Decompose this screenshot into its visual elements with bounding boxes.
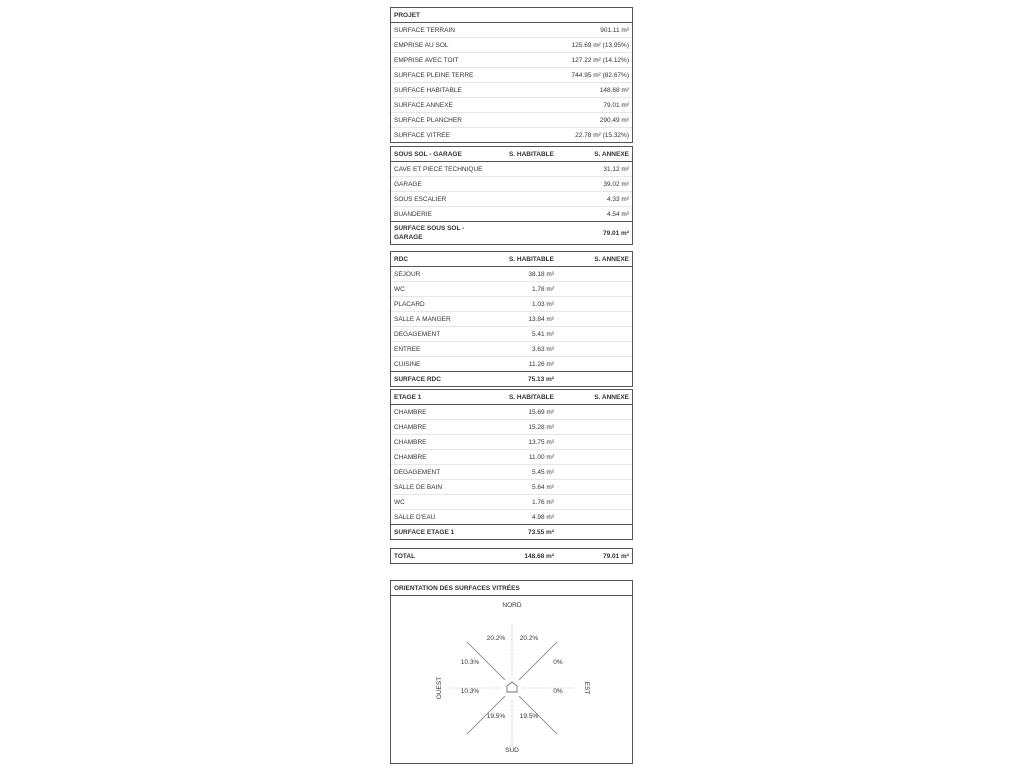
room-label: DÉGAGEMENT [394, 330, 441, 338]
row-value: 148.68 m² [599, 86, 629, 94]
room-row [391, 326, 632, 341]
room-habitable: 5.45 m² [531, 468, 554, 476]
pct-sse: 19.5% [519, 713, 539, 720]
room-habitable: 13.75 m² [528, 438, 554, 446]
projet-row [391, 23, 632, 37]
room-habitable: 11.26 m² [528, 360, 554, 368]
pct-ese: 0% [553, 688, 563, 695]
col-habitable: S. HABITABLE [508, 255, 554, 263]
etage1-total-row [391, 524, 632, 539]
room-label: WC [394, 285, 405, 293]
row-value: 127.22 m² (14.12%) [571, 56, 629, 64]
rdc-table [390, 251, 633, 387]
room-label: PLACARD [394, 300, 425, 308]
room-habitable: 5.41 m² [531, 330, 554, 338]
room-row [391, 356, 632, 371]
diagonal-ne [519, 642, 557, 680]
room-label: SALLE DE BAIN [394, 483, 443, 491]
sous-sol-title: SOUS SOL - GARAGE [394, 150, 462, 158]
room-row [391, 341, 632, 356]
label-est: EST [583, 681, 590, 695]
total-label: SURFACE SOUS SOL - GARAGE [394, 225, 465, 241]
room-label: CAVE ET PIÈCE TECHNIQUE [394, 165, 483, 173]
room-habitable: 1.78 m² [531, 285, 554, 293]
pct-ssw: 19.5% [486, 713, 506, 720]
room-label: CUISINE [394, 360, 421, 368]
sous-sol-header [391, 147, 632, 162]
col-annexe: S. ANNEXE [594, 255, 629, 263]
row-value: 290.49 m² [599, 116, 629, 124]
row-label: SURFACE HABITABLE [394, 86, 462, 94]
total-table [390, 548, 633, 564]
projet-table [390, 7, 633, 143]
orientation-title: ORIENTATION DES SURFACES VITRÉES [394, 584, 520, 592]
etage1-title: ÉTAGE 1 [394, 393, 422, 401]
room-label: WC [394, 498, 405, 506]
row-value: 744.95 m² (82.67%) [571, 71, 629, 79]
row-value: 901.11 m² [600, 26, 629, 34]
col-annexe: S. ANNEXE [594, 393, 629, 401]
row-label: EMPRISE AU SOL [394, 41, 449, 49]
projet-row [391, 97, 632, 112]
room-label: ENTRÉE [394, 345, 421, 353]
room-row [391, 176, 632, 191]
row-label: SURFACE VITRÉE [394, 131, 450, 139]
room-annexe: 4.33 m² [606, 195, 629, 203]
orientation-compass [391, 596, 632, 764]
projet-row [391, 112, 632, 127]
row-value: 79.01 m² [603, 101, 629, 109]
projet-row [391, 37, 632, 52]
row-value: 22.78 m² (15.32%) [575, 131, 629, 139]
sous-sol-total-row [391, 221, 632, 244]
room-row [391, 419, 632, 434]
room-habitable: 4.98 m² [531, 513, 554, 521]
col-habitable: S. HABITABLE [508, 393, 554, 401]
room-row [391, 405, 632, 419]
projet-row [391, 67, 632, 82]
projet-row [391, 127, 632, 142]
label-nord: NORD [502, 602, 522, 609]
room-row [391, 281, 632, 296]
room-row [391, 311, 632, 326]
room-label: SOUS ESCALIER [394, 195, 447, 203]
pct-nne: 20.2% [519, 635, 539, 642]
total-habitable: 75.13 m² [527, 375, 554, 383]
room-annexe: 31.12 m² [603, 165, 629, 173]
room-row [391, 479, 632, 494]
room-label: SALLE À MANGER [394, 315, 451, 323]
col-annexe: S. ANNEXE [594, 150, 629, 158]
room-label: CHAMBRE [394, 423, 427, 431]
room-label: CHAMBRE [394, 408, 427, 416]
pct-wsw: 10.3% [460, 688, 480, 695]
room-annexe: 39.02 m² [603, 180, 629, 188]
row-label: EMPRISE AVEC TOIT [394, 56, 459, 64]
room-label: BUANDERIE [394, 210, 432, 218]
rdc-header [391, 252, 632, 267]
room-habitable: 13.84 m² [528, 315, 554, 323]
room-row [391, 449, 632, 464]
house-icon [507, 682, 517, 692]
orientation-panel [390, 580, 633, 764]
room-row [391, 206, 632, 221]
room-habitable: 15.69 m² [528, 408, 554, 416]
total-habitable: 73.55 m² [527, 528, 554, 536]
room-label: GARAGE [394, 180, 422, 188]
total-label: SURFACE ÉTAGE 1 [394, 528, 455, 536]
room-row [391, 191, 632, 206]
room-habitable: 1.03 m² [531, 300, 554, 308]
grand-total-row [391, 549, 632, 563]
projet-row [391, 82, 632, 97]
label-sud: SUD [505, 747, 519, 754]
label-ouest: OUEST [436, 676, 443, 700]
room-row [391, 494, 632, 509]
room-row [391, 434, 632, 449]
pct-nnw: 20.2% [486, 635, 506, 642]
etage1-table [390, 389, 633, 540]
room-label: SALLE D'EAU [394, 513, 436, 521]
row-label: SURFACE PLEINE TERRE [394, 71, 474, 79]
room-habitable: 5.64 m² [531, 483, 554, 491]
projet-row [391, 52, 632, 67]
room-label: CHAMBRE [394, 438, 427, 446]
room-habitable: 15.28 m² [528, 423, 554, 431]
room-label: SÉJOUR [394, 270, 421, 278]
total-annexe: 79.01 m² [602, 229, 629, 237]
sous-sol-table [390, 146, 633, 245]
room-row [391, 267, 632, 281]
row-label: SURFACE TERRAIN [394, 26, 455, 34]
projet-title: PROJET [394, 11, 421, 19]
orientation-header [391, 581, 632, 596]
grand-total-label: TOTAL [394, 552, 416, 560]
grand-total-habitable: 148.68 m² [524, 552, 554, 560]
rdc-title: RDC [394, 255, 409, 263]
row-label: SURFACE ANNEXE [394, 101, 453, 109]
grand-total-annexe: 79.01 m² [602, 552, 629, 560]
room-habitable: 38.18 m² [528, 270, 554, 278]
room-row [391, 464, 632, 479]
room-label: DÉGAGEMENT [394, 468, 441, 476]
row-label: SURFACE PLANCHER [394, 116, 462, 124]
room-habitable: 11.00 m² [528, 453, 554, 461]
etage1-header [391, 390, 632, 405]
room-habitable: 3.63 m² [531, 345, 554, 353]
col-habitable: S. HABITABLE [508, 150, 554, 158]
pct-wnw: 10.3% [460, 659, 480, 666]
row-value: 125.69 m² (13.95%) [571, 41, 629, 49]
room-habitable: 1.76 m² [531, 498, 554, 506]
room-label: CHAMBRE [394, 453, 427, 461]
room-row [391, 162, 632, 176]
total-label: SURFACE RDC [394, 375, 441, 383]
room-row [391, 509, 632, 524]
room-annexe: 4.54 m² [606, 210, 629, 218]
pct-ene: 0% [553, 659, 563, 666]
rdc-total-row [391, 371, 632, 386]
room-row [391, 296, 632, 311]
projet-header [391, 8, 632, 23]
